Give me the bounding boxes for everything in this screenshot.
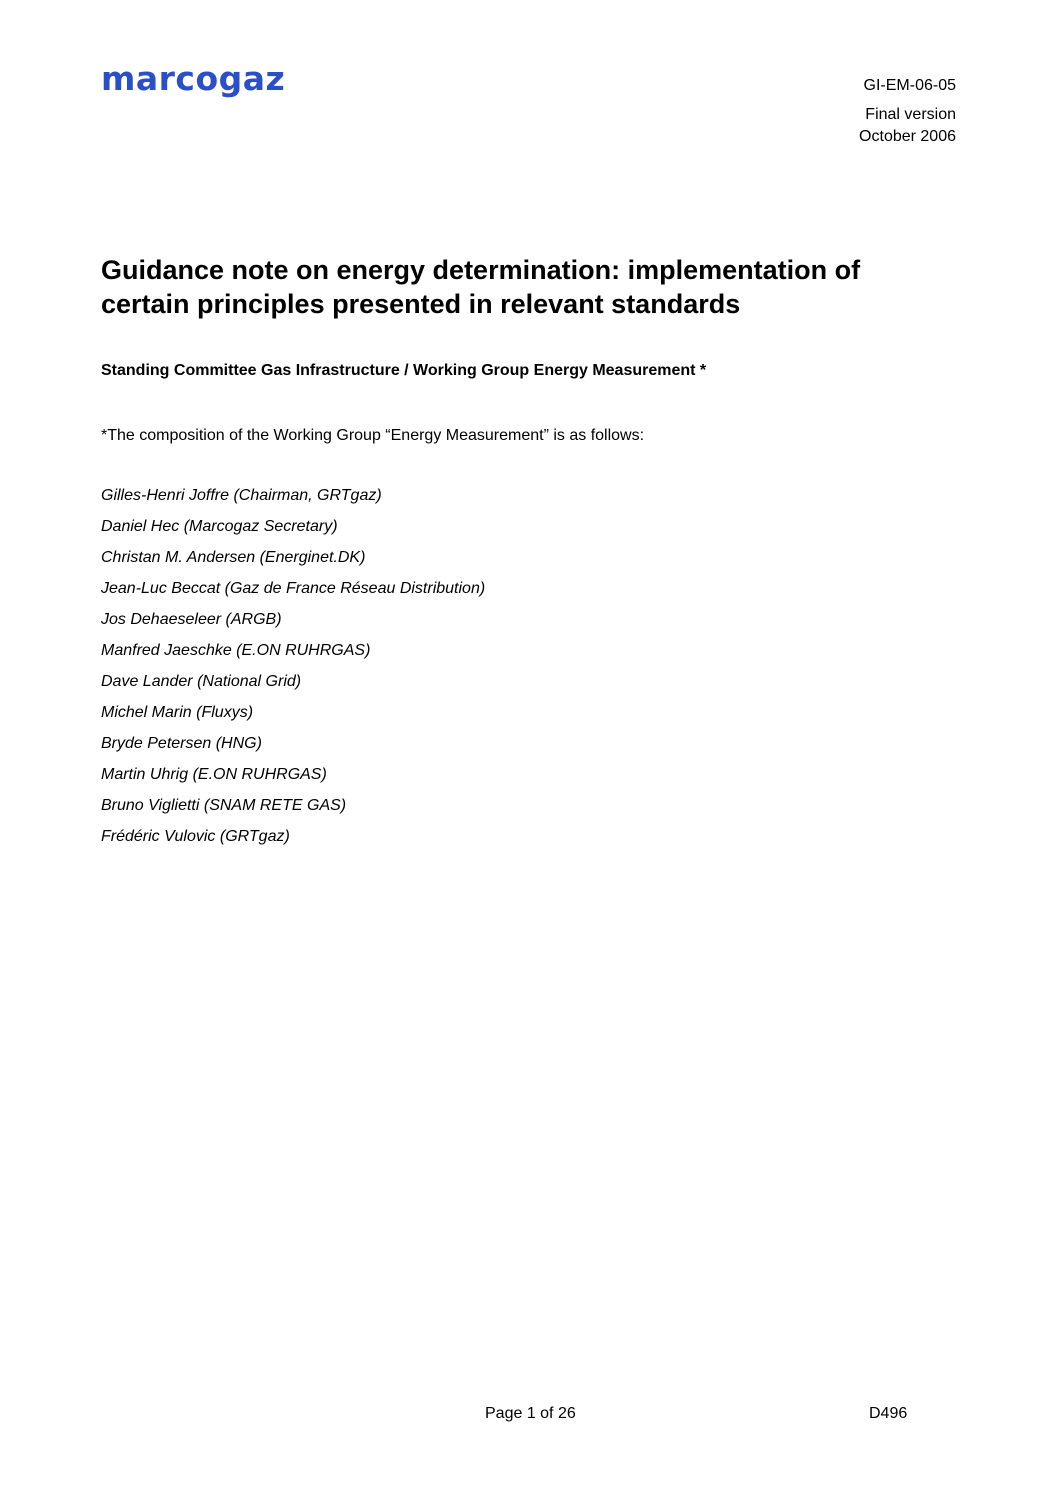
document-code: D496 xyxy=(869,1405,908,1422)
member-item: Michel Marin (Fluxys) xyxy=(101,704,254,721)
composition-intro: *The composition of the Working Group “Energy Measurement” is as follows: xyxy=(101,427,645,444)
member-item: Jos Dehaeseleer (ARGB) xyxy=(101,611,282,628)
member-item: Gilles-Henri Joffre (Chairman, GRTgaz) xyxy=(101,487,382,504)
member-item: Martin Uhrig (E.ON RUHRGAS) xyxy=(101,766,327,783)
version-date: October 2006 xyxy=(859,128,956,145)
member-item: Bruno Viglietti (SNAM RETE GAS) xyxy=(101,797,347,814)
document-id: GI-EM-06-05 xyxy=(863,77,956,94)
members-list xyxy=(101,486,485,858)
member-item: Dave Lander (National Grid) xyxy=(101,673,302,690)
member-item: Daniel Hec (Marcogaz Secretary) xyxy=(101,518,338,535)
member-item: Frédéric Vulovic (GRTgaz) xyxy=(101,828,290,845)
member-item: Jean-Luc Beccat (Gaz de France Réseau Distribution) xyxy=(101,580,486,597)
version-label: Final version xyxy=(865,106,956,123)
marcogaz-logo: marcogaz xyxy=(101,59,286,98)
version-block xyxy=(859,104,956,148)
member-item: Bryde Petersen (HNG) xyxy=(101,735,262,752)
member-item: Christan M. Andersen (Energinet.DK) xyxy=(101,549,366,566)
member-item: Manfred Jaeschke (E.ON RUHRGAS) xyxy=(101,642,371,659)
document-title: Guidance note on energy determination: implementation of certain principles presented in relevant standards xyxy=(101,255,861,319)
committee-subtitle: Standing Committee Gas Infrastructure / Working Group Energy Measurement * xyxy=(101,362,707,379)
page-number: Page 1 of 26 xyxy=(485,1405,576,1422)
